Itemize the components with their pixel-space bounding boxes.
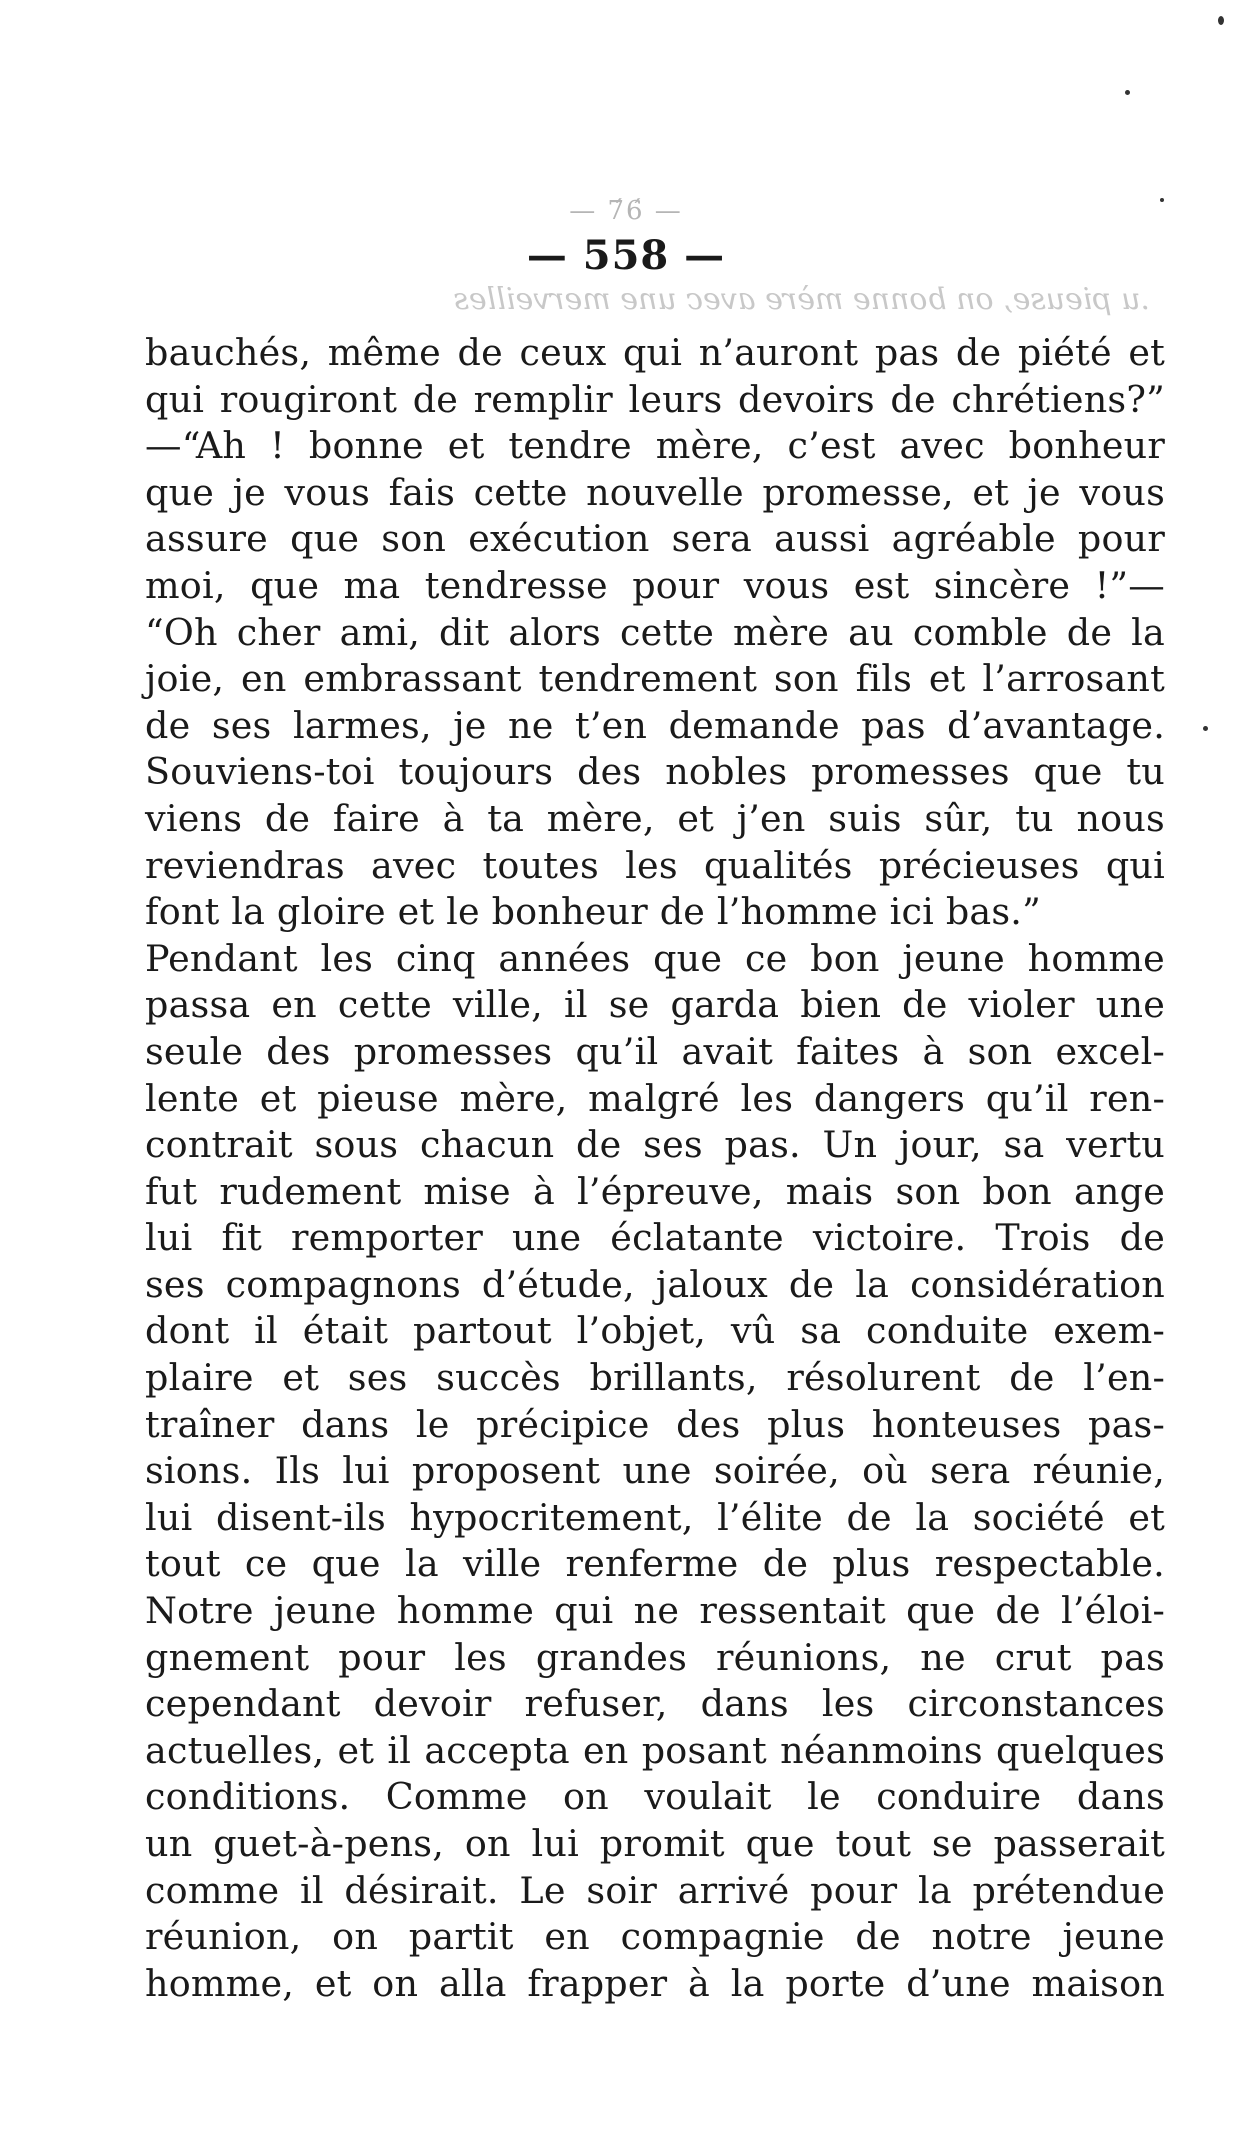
text-line: —“Ah ! bonne et tendre mère, c’est avec bonheur xyxy=(145,424,1165,468)
text-line: seule des promesses qu’il avait faites à son excel- xyxy=(145,1029,1165,1073)
text-line: dont il était partout l’objet, vû sa conduite exem- xyxy=(145,1309,1165,1353)
text-line: moi, que ma tendresse pour vous est sincère !”— xyxy=(145,563,1165,607)
text-line: lente et pieuse mère, malgré les dangers qu’il ren- xyxy=(145,1076,1165,1120)
text-line: un guet-à-pens, on lui promit que tout se passerait xyxy=(145,1822,1165,1865)
text-line: sions. Ils lui proposent une soirée, où sera réunie, xyxy=(145,1449,1165,1493)
text-line: qui rougiront de remplir leurs devoirs de chrétiens?” xyxy=(145,377,1165,421)
text-line: contrait sous chacun de ses pas. Un jour, sa vertu xyxy=(145,1123,1165,1167)
text-line: fut rudement mise à l’épreuve, mais son bon ange xyxy=(145,1169,1165,1213)
text-line: Notre jeune homme qui ne ressentait que de l’éloi- xyxy=(145,1589,1165,1633)
text-line: de ses larmes, je ne t’en demande pas d’avantage. xyxy=(145,703,1165,747)
text-line: actuelles, et il accepta en posant néanmoins quelques xyxy=(145,1728,1165,1772)
faded-page-header: — 7́6́ — xyxy=(569,196,683,226)
text-line: viens de faire à ta mère, et j’en suis sûr, tu nous xyxy=(145,796,1165,840)
text-line: passa en cette ville, il se garda bien de violer une xyxy=(145,983,1165,1027)
text-line: reviendras avec toutes les qualités précieuses qui xyxy=(145,843,1165,887)
text-line: ses compagnons d’étude, jaloux de la considération xyxy=(145,1262,1165,1306)
page-number: — 558 — xyxy=(526,232,726,279)
text-line: traîner dans le précipice des plus honteuses pas- xyxy=(145,1402,1165,1446)
bleed-through-text: .u pieuse, on bonne mère avec une merveilles xyxy=(453,282,1150,317)
text-line: tout ce que la ville renferme de plus respectable. xyxy=(145,1542,1165,1586)
text-line: réunion, on partit en compagnie de notre jeune xyxy=(145,1915,1165,1959)
text-line: cependant devoir refuser, dans les circonstances xyxy=(145,1682,1165,1726)
text-line: font la gloire et le bonheur de l’homme ici bas.” xyxy=(145,890,1041,934)
text-line: joie, en embrassant tendrement son fils et l’arrosant xyxy=(145,657,1165,701)
text-line: plaire et ses succès brillants, résolurent de l’en- xyxy=(145,1356,1165,1400)
text-line: lui disent-ils hypocritement, l’élite de la société et xyxy=(145,1495,1165,1539)
ink-speck xyxy=(1203,726,1208,731)
text-line: Souviens-toi toujours des nobles promesses que tu xyxy=(145,750,1165,794)
text-line: lui fit remporter une éclatante victoire. Trois de xyxy=(145,1216,1165,1260)
text-line: homme, et on alla frapper à la porte d’une maison xyxy=(145,1961,1165,2005)
text-line: que je vous fais cette nouvelle promesse, et je vous xyxy=(145,470,1165,514)
text-line: conditions. Comme on voulait le conduire dans xyxy=(145,1775,1165,1819)
ink-speck xyxy=(1218,16,1224,25)
text-line: bauchés, même de ceux qui n’auront pas de piété et xyxy=(145,331,1165,374)
text-line: gnement pour les grandes réunions, ne crut pas xyxy=(145,1635,1165,1679)
ink-speck xyxy=(1160,198,1164,202)
body-text xyxy=(145,330,1165,2007)
text-line: assure que son exécution sera aussi agréable pour xyxy=(145,517,1165,561)
ink-speck xyxy=(1125,90,1130,95)
text-line: Pendant les cinq années que ce bon jeune homme xyxy=(145,936,1165,980)
text-line: “Oh cher ami, dit alors cette mère au comble de la xyxy=(145,610,1165,654)
text-line: comme il désirait. Le soir arrivé pour la prétendue xyxy=(145,1868,1165,1912)
